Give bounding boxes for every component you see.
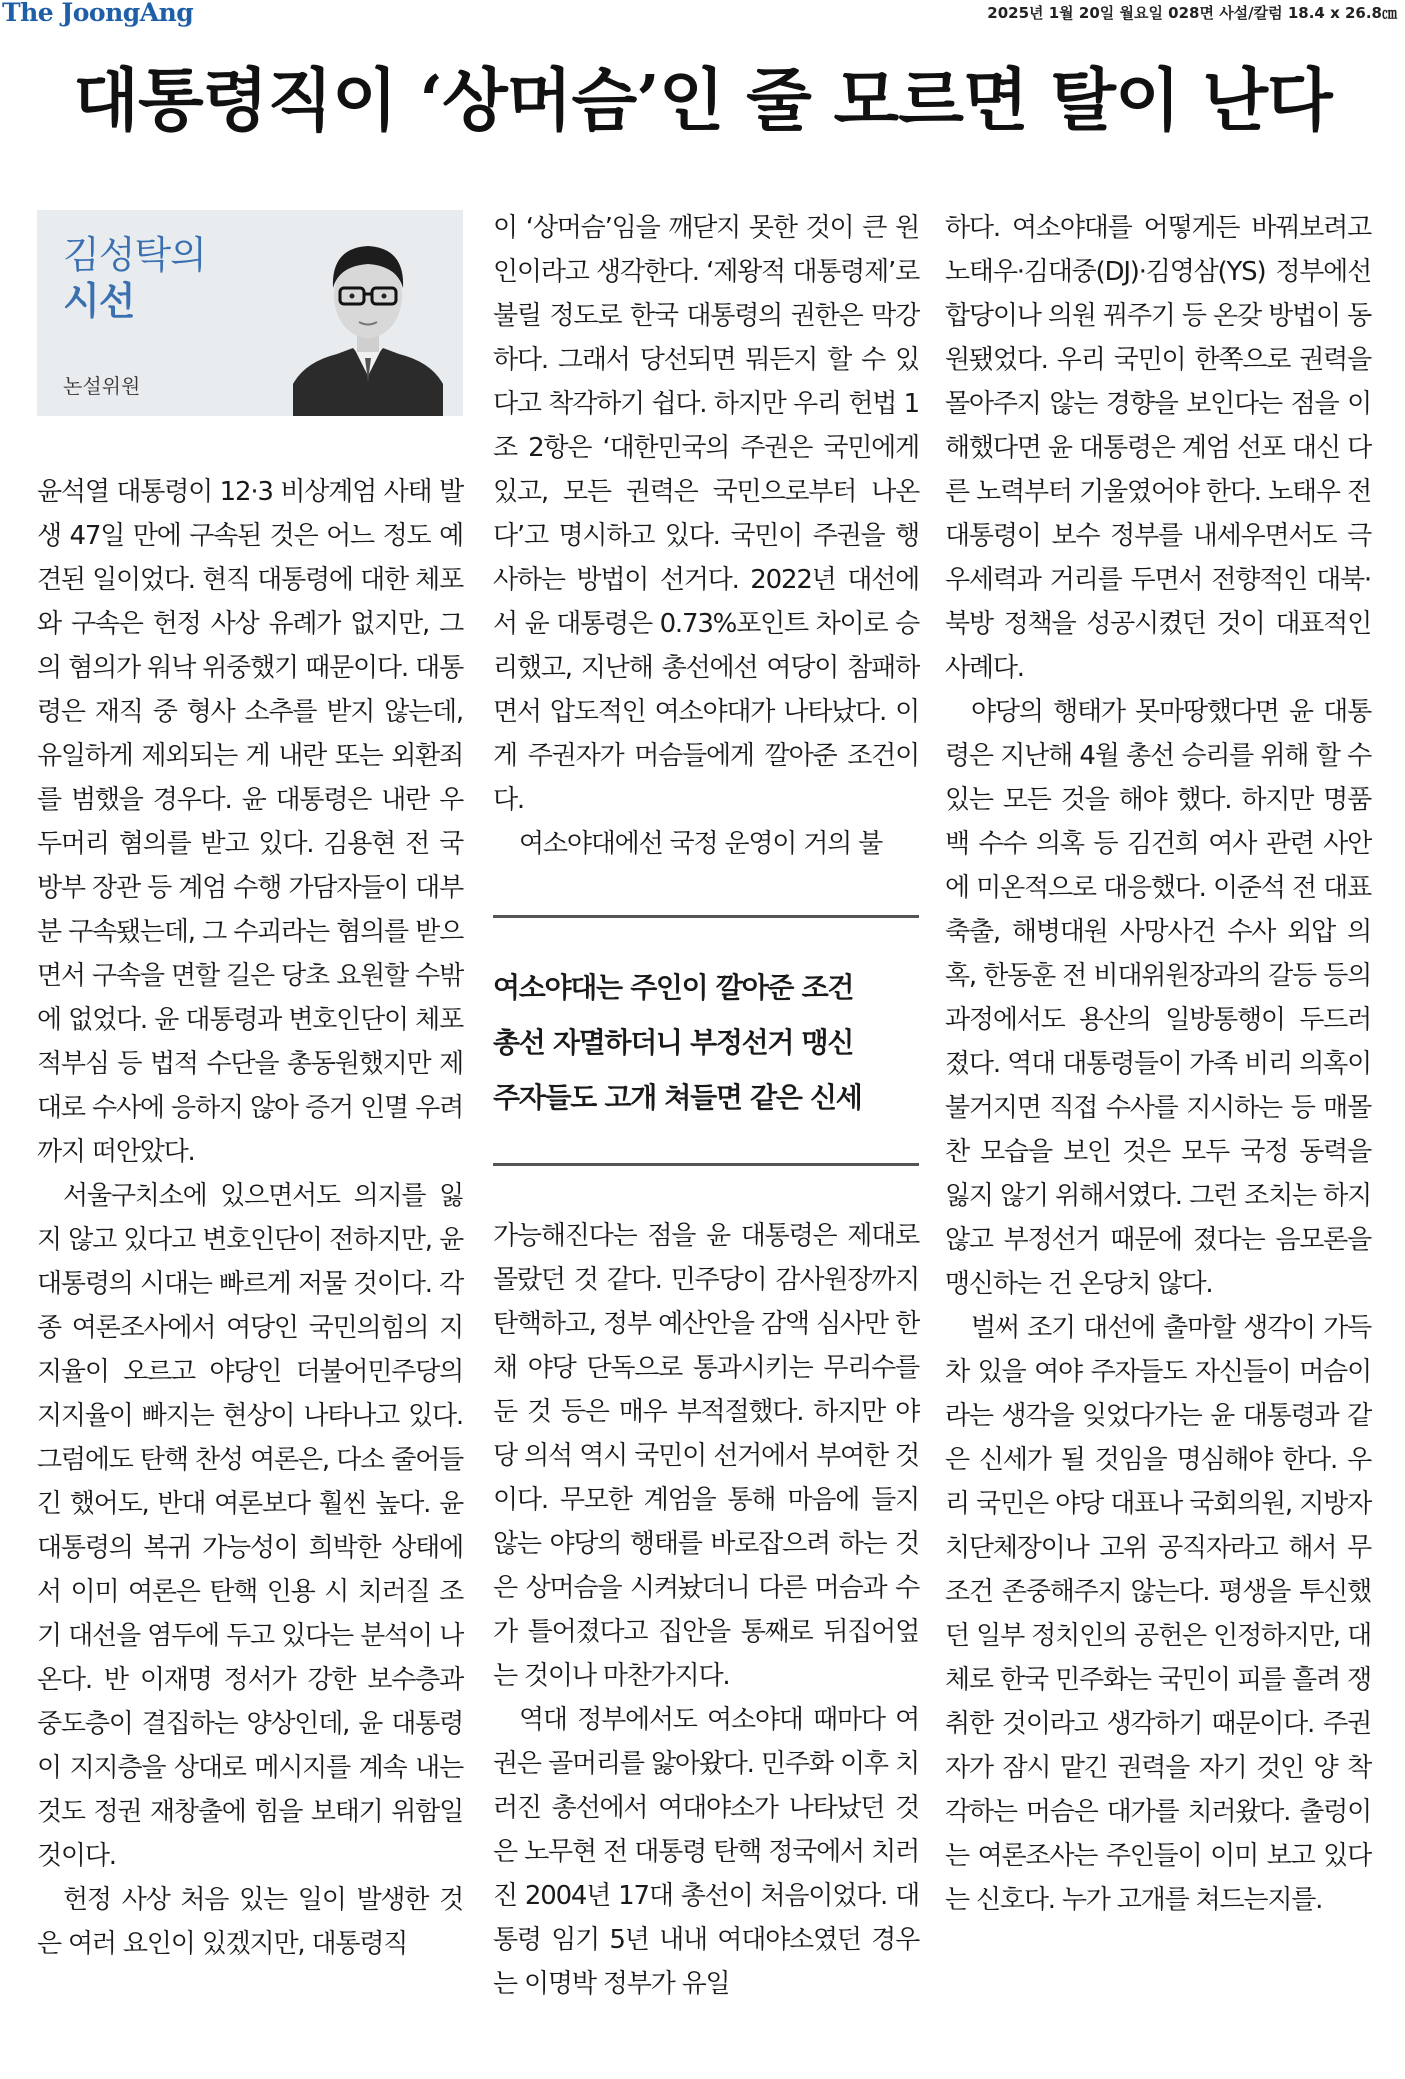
pullquote-line: 여소야대는 주인이 깔아준 조건 [493,971,854,1004]
pullquote-line: 총선 자멸하더니 부정선거 맹신 [493,1026,854,1059]
author-role: 논설위원 [63,374,141,398]
article-paragraph: 이 ‘상머슴’임을 깨닫지 못한 것이 큰 원인이라고 생각한다. ‘제왕적 대통령제’로 불릴 정도로 한국 대통령의 권한은 막강하다. 그래서 당선되면 뭐든지 할 수 있다고 착각하기 쉽다. 하지만 우리 헌법 1조 2항은 ‘대한민국의 주권은 국민에게 있고, 모든 권력은 국민으로부터 나온다’고 명시하고 있다. 국민이 주권을 행사하는 방법이 선거다. 2022년 대선에서 윤 대통령은 0.73%포인트 차이로 승리했고, 지난해 총선에선 여당이 참패하면서 압도적인 여소야대가 나타났다. 이게 주권자가 머슴들에게 깔아준 조건이다. [493,213,919,815]
author-photo [293,226,443,416]
article-column-3 [945,206,1371,1922]
article-paragraph: 야당의 행태가 못마땅했다면 윤 대통령은 지난해 4월 총선 승리를 위해 할 수 있는 모든 것을 해야 했다. 하지만 명품백 수수 의혹 등 김건희 여사 관련 사안에 미온적으로 대응했다. 이준석 전 대표 축출, 해병대원 사망사건 수사 외압 의혹, 한동훈 전 비대위원장과의 갈등 등의 과정에서도 용산의 일방통행이 두드러졌다. 역대 대통령들이 가족 비리 의혹이 불거지면 직접 수사를 지시하는 등 매몰찬 모습을 보인 것은 모두 국정 동력을 잃지 않기 위해서였다. 그런 조치는 하지 않고 부정선거 때문에 졌다는 음모론을 맹신하는 건 온당치 않다. [945,697,1371,1299]
pullquote-top-rule [493,915,919,918]
article-paragraph: 하다. 여소야대를 어떻게든 바꿔보려고 노태우·김대중(DJ)·김영삼(YS) 정부에선 합당이나 의원 꿔주기 등 온갖 방법이 동원됐었다. 우리 국민이 한쪽으로 권력을 몰아주지 않는 경향을 보인다는 점을 이해했다면 윤 대통령은 계엄 선포 대신 다른 노력부터 기울였어야 한다. 노태우 전 대통령이 보수 정부를 내세우면서도 극우세력과 거리를 두면서 전향적인 대북·북방 정책을 성공시켰던 것이 대표적인 사례다. [945,213,1371,683]
pullquote-line: 주자들도 고개 쳐들면 같은 신세 [493,1081,862,1114]
publication-info: 2025년 1월 20일 월요일 028면 사설/칼럼 18.4 x 26.8㎝ [987,4,1397,22]
headline: 대통령직이 ‘상머슴’인 줄 모르면 탈이 난다 [73,61,1332,141]
article-paragraph: 여소야대에선 국정 운영이 거의 불 [519,829,883,859]
article-column-2-bottom [493,1214,919,2006]
pullquote [493,960,919,1125]
article-column-2-top [493,206,919,866]
column-name [63,232,206,324]
column-name-title: 시선 [63,279,135,323]
column-name-author: 김성탁의 [63,233,206,277]
article-paragraph: 가능해진다는 점을 윤 대통령은 제대로 몰랐던 것 같다. 민주당이 감사원장까지 탄핵하고, 정부 예산안을 감액 심사만 한 채 야당 단독으로 통과시키는 무리수를 둔 것 등은 매우 부적절했다. 하지만 야당 의석 역시 국민이 선거에서 부여한 것이다. 무모한 계엄을 통해 마음에 들지 않는 야당의 행태를 바로잡으려 하는 것은 상머슴을 시켜놨더니 다른 머슴과 수가 틀어졌다고 집안을 통째로 뒤집어엎는 것이나 마찬가지다. [493,1221,919,1691]
article-paragraph: 벌써 조기 대선에 출마할 생각이 가득 차 있을 여야 주자들도 자신들이 머슴이라는 생각을 잊었다가는 윤 대통령과 같은 신세가 될 것임을 명심해야 한다. 우리 국민은 야당 대표나 국회의원, 지방자치단체장이나 고위 공직자라고 해서 무조건 존중해주지 않는다. 평생을 투신했던 일부 정치인의 공헌은 인정하지만, 대체로 한국 민주화는 국민이 피를 흘려 쟁취한 것이라고 생각하기 때문이다. 주권자가 잠시 맡긴 권력을 자기 것인 양 착각하는 머슴은 대가를 치러왔다. 출렁이는 여론조사는 주인들이 이미 보고 있다는 신호다. 누가 고개를 쳐드는지를. [945,1313,1371,1915]
article-column-1 [37,470,463,1966]
article-paragraph: 헌정 사상 처음 있는 일이 발생한 것은 여러 요인이 있겠지만, 대통령직 [37,1885,463,1959]
column-byline [37,210,463,416]
masthead [0,0,1405,26]
newspaper-logo: The JoongAng [2,0,194,27]
pullquote-bottom-rule [493,1163,919,1166]
article-paragraph: 서울구치소에 있으면서도 의지를 잃지 않고 있다고 변호인단이 전하지만, 윤 대통령의 시대는 빠르게 저물 것이다. 각종 여론조사에서 여당인 국민의힘의 지지율이 오르고 야당인 더불어민주당의 지지율이 빠지는 현상이 나타나고 있다. 그럼에도 탄핵 찬성 여론은, 다소 줄어들긴 했어도, 반대 여론보다 훨씬 높다. 윤 대통령의 복귀 가능성이 희박한 상태에서 이미 여론은 탄핵 인용 시 치러질 조기 대선을 염두에 두고 있다는 분석이 나온다. 반 이재명 정서가 강한 보수층과 중도층이 결집하는 양상인데, 윤 대통령이 지지층을 상대로 메시지를 계속 내는 것도 정권 재창출에 힘을 보태기 위함일 것이다. [37,1181,463,1871]
article-paragraph: 역대 정부에서도 여소야대 때마다 여권은 골머리를 앓아왔다. 민주화 이후 치러진 총선에서 여대야소가 나타났던 것은 노무현 전 대통령 탄핵 정국에서 치러진 2004년 17대 총선이 처음이었다. 대통령 임기 5년 내내 여대야소였던 경우는 이명박 정부가 유일 [493,1705,919,1999]
article-paragraph: 윤석열 대통령이 12·3 비상계엄 사태 발생 47일 만에 구속된 것은 어느 정도 예견된 일이었다. 현직 대통령에 대한 체포와 구속은 헌정 사상 유례가 없지만, 그의 혐의가 워낙 위중했기 때문이다. 대통령은 재직 중 형사 소추를 받지 않는데, 유일하게 제외되는 게 내란 또는 외환죄를 범했을 경우다. 윤 대통령은 내란 우두머리 혐의를 받고 있다. 김용현 전 국방부 장관 등 계엄 수행 가담자들이 대부분 구속됐는데, 그 수괴라는 혐의를 받으면서 구속을 면할 길은 당초 요원할 수밖에 없었다. 윤 대통령과 변호인단이 체포 적부심 등 법적 수단을 총동원했지만 제대로 수사에 응하지 않아 증거 인멸 우려까지 떠안았다. [37,477,463,1167]
